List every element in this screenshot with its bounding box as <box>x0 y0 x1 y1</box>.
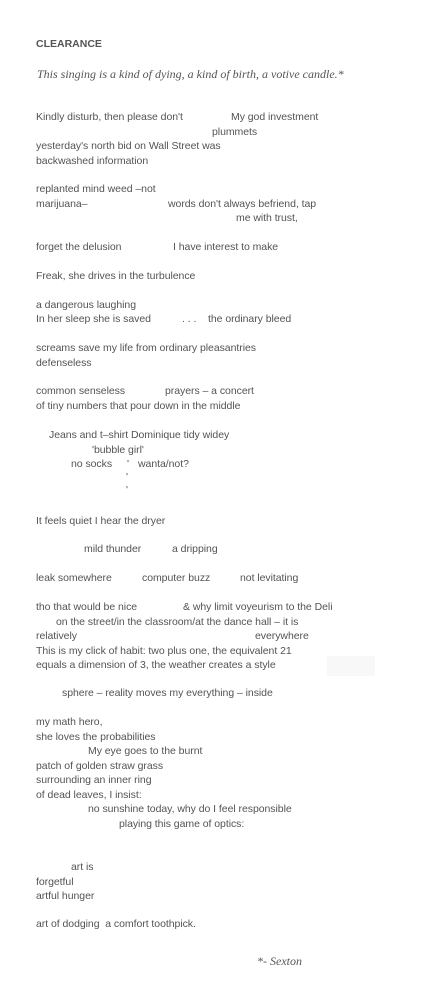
poem-line: common senseless <box>36 385 126 397</box>
poem-line: a dangerous laughing <box>36 299 137 311</box>
poem-line: mild thunder <box>84 543 142 555</box>
poem-line: no socks <box>71 458 113 470</box>
epigraph: This singing is a kind of dying, a kind of birth, a votive candle.* <box>37 67 344 81</box>
poem-line: a dripping <box>172 543 218 555</box>
poem-line: patch of golden straw grass <box>36 760 164 772</box>
poem-line: replanted mind weed –not <box>36 183 156 195</box>
poem-line: I have interest to make <box>173 241 279 253</box>
poem-line: My eye goes to the burnt <box>88 745 203 757</box>
poem-line: yesterday's north bid on Wall Street was <box>36 140 221 152</box>
poem-line: computer buzz <box>142 572 211 584</box>
poem-line: no sunshine today, why do I feel responsible <box>88 803 292 815</box>
poem-line: playing this game of optics: <box>119 818 245 830</box>
poem-line: plummets <box>212 126 258 138</box>
poem-line: me with trust, <box>236 212 298 224</box>
poem-line: screams save my life from ordinary pleasantries <box>36 342 256 354</box>
poem-line: the ordinary bleed <box>208 313 292 325</box>
poem-line: ' <box>126 484 128 496</box>
faint-smudge <box>327 656 375 676</box>
poem-line: of tiny numbers that pour down in the middle <box>36 400 241 412</box>
poem-line: leak somewhere <box>36 572 112 584</box>
poem-line: prayers – a concert <box>165 385 254 397</box>
poem-line: artful hunger <box>36 890 95 902</box>
poem-line: Jeans and t–shirt Dominique tidy widey <box>49 429 230 441</box>
poem-line: on the street/in the classroom/at the dance hall – it is <box>56 616 299 628</box>
poem-line: equals a dimension of 3, the weather creates a style <box>36 659 276 671</box>
poem-line: she loves the probabilities <box>36 731 156 743</box>
poem-line: In her sleep she is saved <box>36 313 151 325</box>
poem-line: ' <box>126 471 128 483</box>
poem-line: art of dodging a comfort toothpick. <box>36 918 196 930</box>
poem-line: backwashed information <box>36 155 149 167</box>
poem-title: CLEARANCE <box>36 38 102 50</box>
poem-line: not levitating <box>240 572 299 584</box>
poem-line: art is <box>71 861 94 873</box>
poem-line: of dead leaves, I insist: <box>36 789 142 801</box>
poem-line: My god investment <box>231 111 319 123</box>
poem-line: . . . <box>182 313 197 325</box>
poem-line: Kindly disturb, then please don't <box>36 111 183 123</box>
poem-line: 'bubble girl' <box>92 444 144 456</box>
poem-line: surrounding an inner ring <box>36 774 152 786</box>
poem-line: relatively <box>36 630 77 642</box>
poem-line: Freak, she drives in the turbulence <box>36 270 196 282</box>
poem-line: sphere – reality moves my everything – inside <box>62 687 273 699</box>
poem-line: & why limit voyeurism to the Deli <box>183 601 333 613</box>
poem-line: defenseless <box>36 357 92 369</box>
poem-line: words don't always befriend, tap <box>168 198 317 210</box>
poem-line: marijuana– <box>36 198 88 210</box>
poem-line: forget the delusion <box>36 241 122 253</box>
poem-line: my math hero, <box>36 716 103 728</box>
poem-line: forgetful <box>36 876 74 888</box>
poem-line: everywhere <box>255 630 309 642</box>
poem-line: This is my click of habit: two plus one, the equivalent 21 <box>36 645 292 657</box>
poem-line: ' <box>127 458 129 470</box>
poem-line: It feels quiet I hear the dryer <box>36 515 166 527</box>
attribution: *- Sexton <box>257 954 302 968</box>
poem-line: tho that would be nice <box>36 601 138 613</box>
poem-line: wanta/not? <box>138 458 189 470</box>
